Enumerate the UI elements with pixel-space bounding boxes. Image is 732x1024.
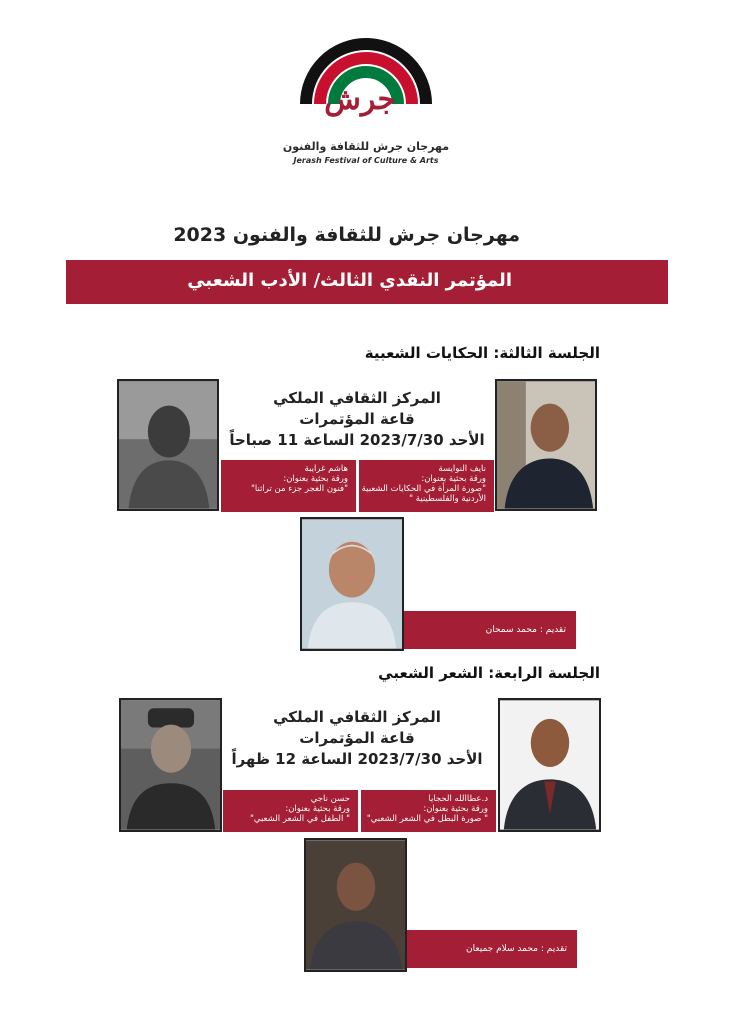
speaker-name: د.عطاالله الحجايا xyxy=(428,794,488,804)
paper-label: ورقة بحثية بعنوان: xyxy=(421,474,486,484)
session-4-venue xyxy=(226,707,488,770)
speaker-card-nayef xyxy=(359,460,494,512)
paper-label: ورقة بحثية بعنوان: xyxy=(283,474,348,484)
logo-name-ar: مهرجان جرش للثقافة والفنون xyxy=(282,140,450,153)
speaker-card-ataallah xyxy=(361,790,496,832)
paper-title: " الطفل في الشعر الشعبي" xyxy=(249,814,350,824)
conference-banner xyxy=(66,260,668,304)
presenter-name: تقديم : محمد سمحان xyxy=(485,625,566,635)
venue-name: المركز الثقافي الملكي xyxy=(273,389,441,407)
presenter-photo-jumaan xyxy=(304,838,407,972)
paper-title: "صورة المرأة في الحكايات الشعبية xyxy=(361,484,486,494)
logo-glyph: جرش xyxy=(324,82,396,117)
session-3-title: الجلسة الثالثة: الحكايات الشعبية xyxy=(364,344,600,362)
venue-datetime: الأحد 2023/7/30 الساعة 11 صباحاً xyxy=(229,431,485,449)
speaker-photo-hashem xyxy=(117,379,219,511)
speaker-card-hassan xyxy=(223,790,358,832)
speaker-name: نايف النوايسة xyxy=(438,464,486,474)
paper-label: ورقة بحثية بعنوان: xyxy=(423,804,488,814)
paper-title: "فنون الغجر جزء من تراثنا" xyxy=(250,484,348,494)
speaker-photo-ataallah xyxy=(498,698,601,832)
presenter-bar-session-4 xyxy=(407,930,577,968)
speaker-card-hashem xyxy=(221,460,356,512)
venue-datetime: الأحد 2023/7/30 الساعة 12 ظهراً xyxy=(231,750,483,768)
paper-title: " صورة البطل في الشعر الشعبي" xyxy=(366,814,488,824)
conference-title: المؤتمر النقدي الثالث/ الأدب الشعبي xyxy=(187,270,512,291)
festival-title: مهرجان جرش للثقافة والفنون 2023 xyxy=(173,224,520,246)
session-4-title: الجلسة الرابعة: الشعر الشعبي xyxy=(378,664,600,682)
presenter-bar-session-3 xyxy=(404,611,576,649)
venue-name: المركز الثقافي الملكي xyxy=(273,708,441,726)
logo-name-en: Jerash Festival of Culture & Arts xyxy=(293,156,439,165)
speaker-name: هاشم غرايبة xyxy=(304,464,348,474)
venue-hall: قاعة المؤتمرات xyxy=(299,729,415,747)
presenter-photo-samhan xyxy=(300,517,404,651)
paper-title-cont: الأردنية والفلسطينية " xyxy=(409,494,486,504)
speaker-photo-nayef xyxy=(495,379,597,511)
speaker-name: حسن ناجي xyxy=(310,794,350,804)
paper-label: ورقة بحثية بعنوان: xyxy=(285,804,350,814)
venue-hall: قاعة المؤتمرات xyxy=(299,410,415,428)
session-3-venue xyxy=(226,388,488,451)
presenter-name: تقديم : محمد سلام جميعان xyxy=(466,944,567,954)
speaker-photo-hassan xyxy=(119,698,222,832)
